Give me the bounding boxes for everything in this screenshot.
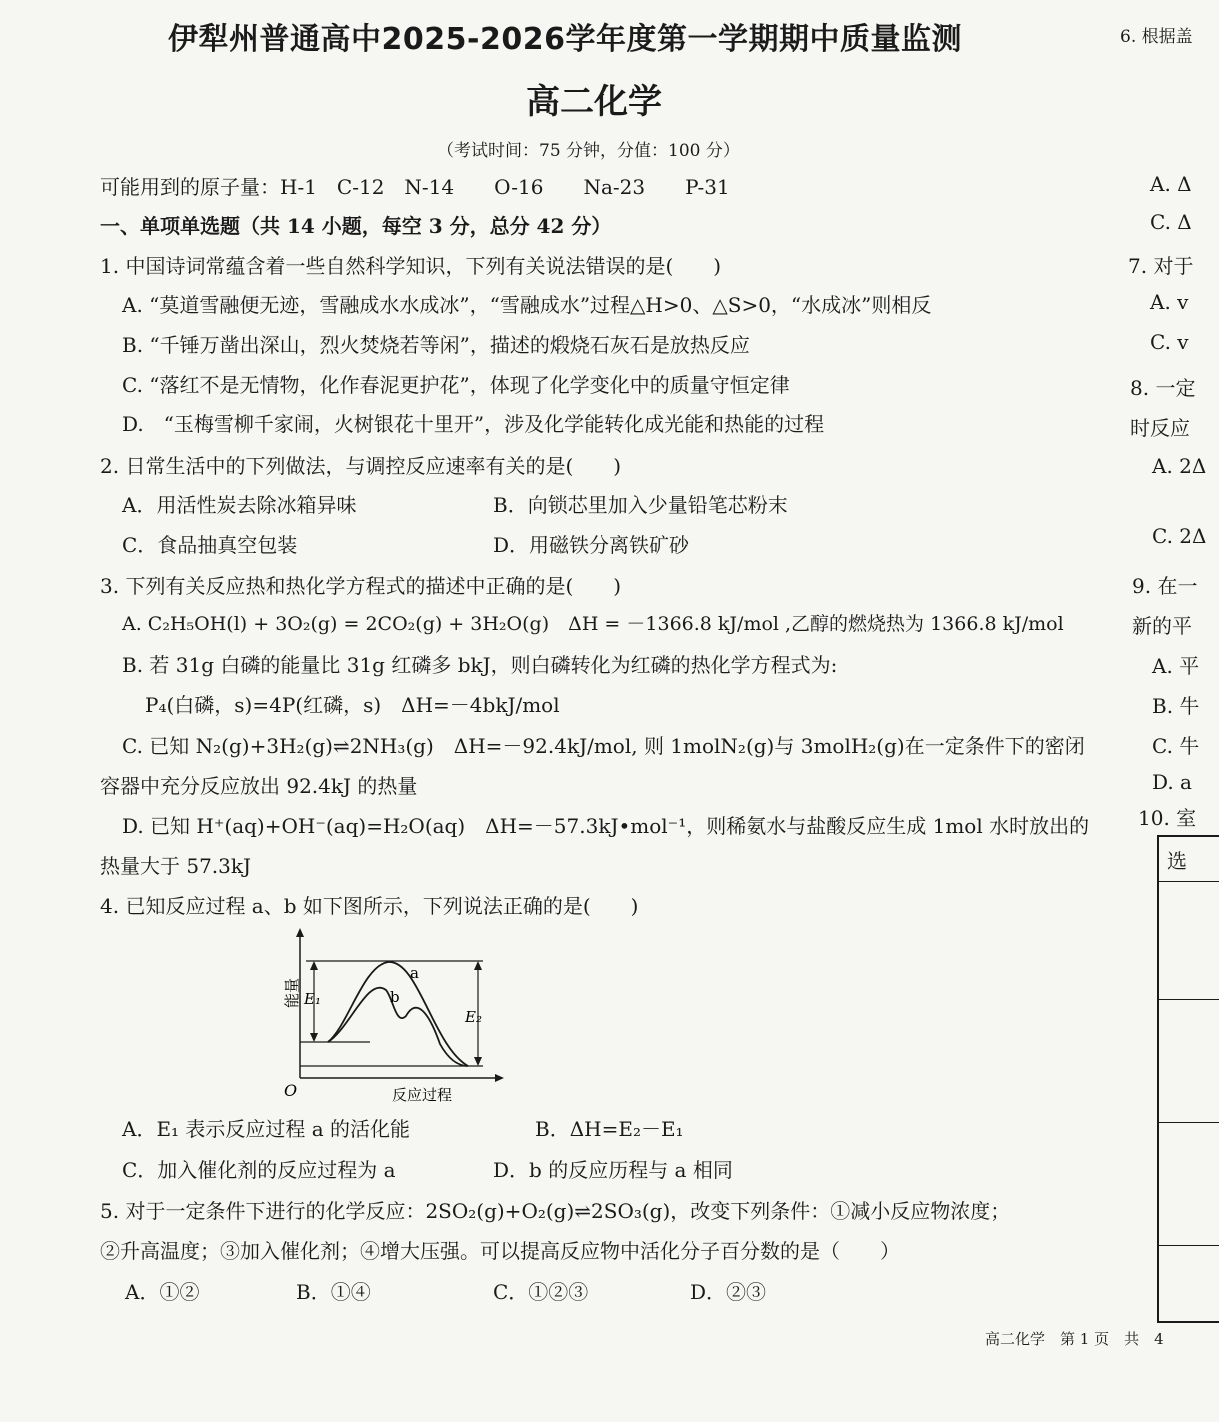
q4-option-b: B．ΔH=E₂－E₁	[535, 1117, 684, 1141]
right-table	[1157, 835, 1219, 1323]
x-axis-label: 反应过程	[392, 1086, 453, 1104]
table-divider	[1159, 1122, 1219, 1123]
q2-option-c: C．食品抽真空包装	[122, 533, 298, 557]
exam-info: （考试时间：75 分钟，分值：100 分）	[437, 141, 740, 161]
right-q9-b: B. 牛	[1152, 694, 1200, 718]
right-q7: 7. 对于	[1128, 254, 1194, 278]
table-divider	[1159, 881, 1219, 882]
q4-option-d: D．b 的反应历程与 a 相同	[493, 1158, 733, 1182]
section-title: 一、单项单选题（共 14 小题，每空 3 分，总分 42 分）	[100, 214, 612, 238]
origin-label: O	[284, 1081, 298, 1100]
curve-a-label: a	[410, 964, 419, 982]
right-q9: 9. 在一	[1132, 574, 1198, 598]
q3-option-b-line2: P₄(白磷，s)=4P(红磷，s) ΔH=－4bkJ/mol	[145, 693, 560, 717]
right-q7-c: C. v	[1150, 330, 1189, 354]
q1-option-c: C. “落红不是无情物，化作春泥更护花”，体现了化学变化中的质量守恒定律	[122, 373, 790, 397]
right-q7-a: A. v	[1150, 290, 1189, 314]
q2-option-d: D．用磁铁分离铁矿砂	[493, 533, 690, 557]
q1-option-a: A. “莫道雪融便无迹，雪融成水水成冰”，“雪融成水”过程△H>0、△S>0，“水成冰”则相反	[122, 293, 932, 317]
y-axis-arrow	[296, 928, 304, 937]
q4-stem: 4. 已知反应过程 a、b 如下图所示，下列说法正确的是( )	[100, 894, 639, 918]
page-footer: 高二化学 第 1 页 共 4	[985, 1330, 1164, 1348]
q2-option-a: A．用活性炭去除冰箱异味	[122, 493, 357, 517]
right-q8-line2: 时反应	[1130, 416, 1190, 440]
table-divider	[1159, 1245, 1219, 1246]
q4-option-c: C．加入催化剂的反应过程为 a	[122, 1158, 396, 1182]
q1-option-b: B. “千锤万凿出深山，烈火焚烧若等闲”，描述的煅烧石灰石是放热反应	[122, 333, 750, 357]
curve-b-label: b	[390, 988, 400, 1006]
q1-stem: 1. 中国诗词常蕴含着一些自然科学知识，下列有关说法错误的是( )	[100, 254, 722, 278]
q2-option-b: B．向锁芯里加入少量铅笔芯粉末	[493, 493, 788, 517]
q5-option-b: B．①④	[296, 1280, 371, 1304]
right-q9-c: C. 牛	[1152, 734, 1200, 758]
right-q6-c: C. Δ	[1150, 210, 1192, 234]
right-q10: 10. 室	[1138, 806, 1197, 830]
right-q8-a: A. 2Δ	[1152, 454, 1207, 478]
right-q9-d: D. a	[1152, 770, 1192, 794]
q3-option-c-line2: 容器中充分反应放出 92.4kJ 的热量	[100, 774, 418, 798]
q5-option-a: A．①②	[125, 1280, 200, 1304]
y-axis-label: 能量	[283, 977, 301, 1008]
q3-stem: 3. 下列有关反应热和热化学方程式的描述中正确的是( )	[100, 574, 622, 598]
q3-option-d-line2: 热量大于 57.3kJ	[100, 854, 252, 878]
right-table-header: 选	[1167, 849, 1187, 873]
x-axis-arrow	[495, 1074, 504, 1082]
q5-option-c: C．①②③	[493, 1280, 589, 1304]
table-divider	[1159, 999, 1219, 1000]
q5-stem-line1: 5. 对于一定条件下进行的化学反应：2SO₂(g)+O₂(g)⇌2SO₃(g)，改变下列条件：①减小反应物浓度；	[100, 1199, 1011, 1223]
q3-option-a: A. C₂H₅OH(l) + 3O₂(g) = 2CO₂(g) + 3H₂O(g) ΔH = －1366.8 kJ/mol ,乙醇的燃烧热为 1366.8 kJ/mol	[122, 613, 1064, 635]
right-q8-c: C. 2Δ	[1152, 524, 1207, 548]
right-q6-a: A. Δ	[1150, 172, 1192, 196]
q4-option-a: A．E₁ 表示反应过程 a 的活化能	[122, 1117, 411, 1141]
right-q8: 8. 一定	[1130, 376, 1196, 400]
right-q9-a: A. 平	[1152, 654, 1200, 678]
right-q9-line2: 新的平	[1132, 614, 1192, 638]
e2-label: E₂	[465, 1008, 482, 1026]
atomic-masses: 可能用到的原子量：H-1 C-12 N-14 O-16 Na-23 P-31	[100, 175, 730, 199]
q5-option-d: D．②③	[690, 1280, 767, 1304]
q1-option-d: D. “玉梅雪柳千家闹，火树银花十里开”，涉及化学能转化成光能和热能的过程	[122, 412, 825, 436]
e1-arrow-head-top	[310, 961, 318, 970]
q5-stem-line2: ②升高温度；③加入催化剂；④增大压强。可以提高反应物中活化分子百分数的是（ ）	[100, 1239, 900, 1263]
q3-option-c-line1: C. 已知 N₂(g)+3H₂(g)⇌2NH₃(g) ΔH=－92.4kJ/mol, 则 1molN₂(g)与 3molH₂(g)在一定条件下的密闭	[122, 734, 1085, 758]
subject-title: 高二化学	[526, 82, 662, 122]
e2-arrow-head-top	[474, 961, 482, 970]
e2-arrow-head-bottom	[474, 1057, 482, 1066]
energy-diagram	[268, 926, 518, 1106]
e1-label: E₁	[304, 990, 321, 1008]
q2-stem: 2. 日常生活中的下列做法，与调控反应速率有关的是( )	[100, 454, 622, 478]
e1-arrow-head-bottom	[310, 1033, 318, 1042]
right-q6: 6. 根据盖	[1120, 27, 1193, 47]
q3-option-b-line1: B. 若 31g 白磷的能量比 31g 红磷多 bkJ，则白磷转化为红磷的热化学方程式为:	[122, 653, 838, 677]
exam-title: 伊犁州普通高中2025-2026学年度第一学期期中质量监测	[168, 22, 962, 57]
q3-option-d-line1: D. 已知 H⁺(aq)+OH⁻(aq)=H₂O(aq) ΔH=－57.3kJ•mol⁻¹，则稀氨水与盐酸反应生成 1mol 水时放出的	[122, 814, 1090, 838]
